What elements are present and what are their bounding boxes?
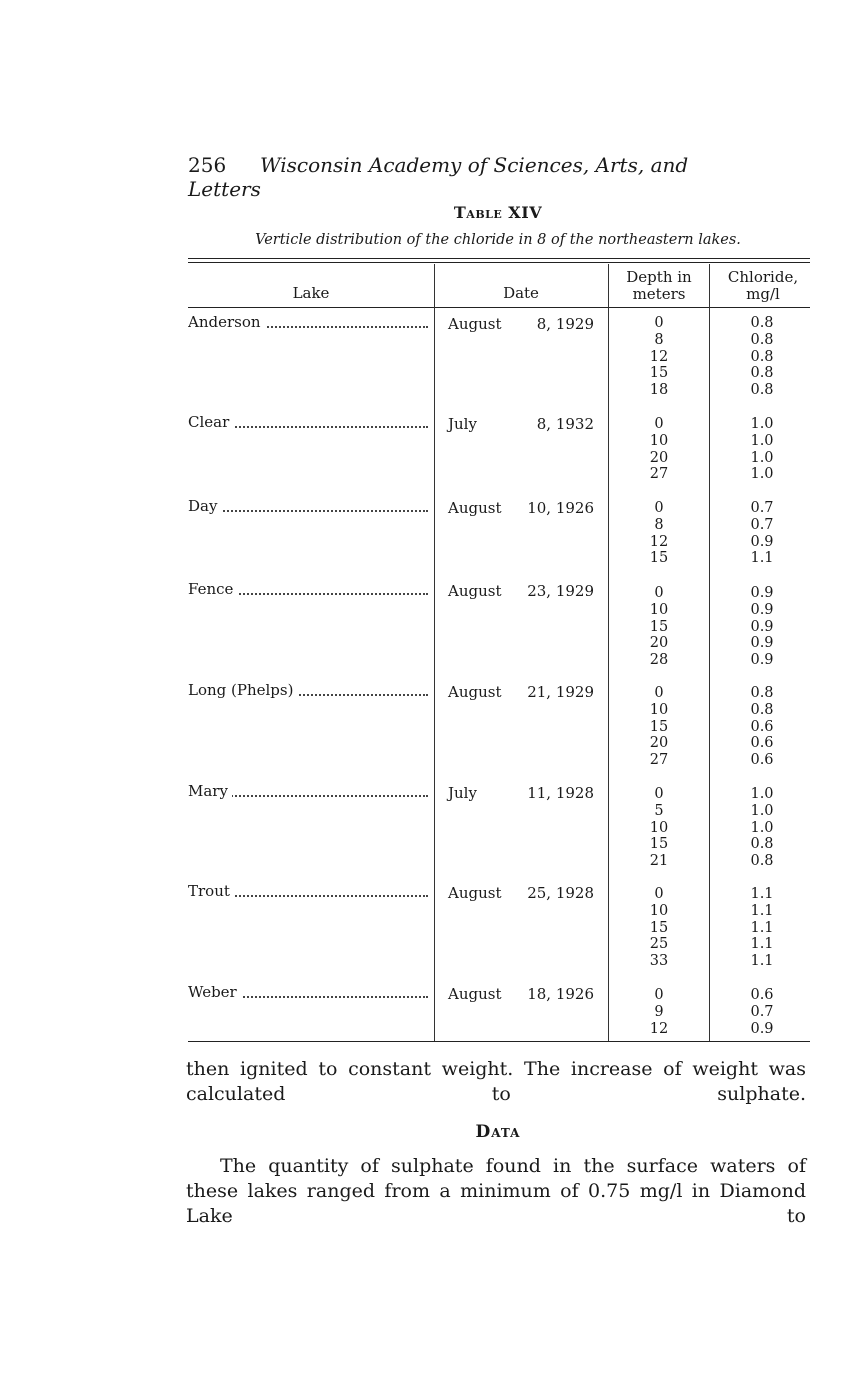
chloride-values: 0.7 0.7 0.9 1.1 [750,500,774,567]
lake-name: Weber [188,984,241,1001]
depth-values: 0 8 12 15 [649,500,669,567]
date-month: August [448,582,502,600]
date-month: August [448,499,502,517]
date-day-year: 23, 1929 [527,582,594,600]
chloride-values: 0.8 0.8 0.6 0.6 0.6 [750,685,774,769]
chloride-values: 0.8 0.8 0.8 0.8 0.8 [750,315,774,399]
section-heading: Data [475,1122,521,1142]
chloride-values: 0.9 0.9 0.9 0.9 0.9 [750,585,774,669]
table-top-rule [188,258,810,263]
table-row-lake [188,984,428,1001]
column-divider [709,264,710,1041]
column-divider [434,264,435,1041]
leader-dots [188,510,428,512]
table-row-lake [188,581,428,598]
date-day-year: 11, 1928 [527,784,594,802]
date-month: August [448,884,502,902]
header-rule [188,307,810,308]
column-header-lake: Lake [292,284,330,302]
column-header-depth: Depth in meters [626,268,692,303]
lake-name: Anderson [188,314,265,331]
date-day-year: 25, 1928 [527,884,594,902]
date-day-year: 21, 1929 [527,683,594,701]
column-header-chloride: Chloride, mg/l [727,268,799,303]
chloride-values: 0.6 0.7 0.9 [750,987,774,1037]
chloride-values: 1.1 1.1 1.1 1.1 1.1 [750,886,774,970]
lake-name: Day [188,498,221,515]
chloride-values: 1.0 1.0 1.0 0.8 0.8 [750,786,774,870]
date-month: July [448,784,477,802]
table-title: Table XIV [453,203,543,222]
table-row-lake [188,314,428,331]
column-header-date: Date [503,284,539,302]
date-day-year: 18, 1926 [527,985,594,1003]
depth-values: 0 9 12 [649,987,669,1037]
table-row-lake [188,883,428,900]
date-month: July [448,415,477,433]
date-month: August [448,683,502,701]
column-divider [608,264,609,1041]
date-month: August [448,315,502,333]
depth-values: 0 5 10 15 21 [649,786,669,870]
depth-values: 0 10 15 20 27 [649,685,669,769]
date-month: August [448,985,502,1003]
table-caption: Verticle distribution of the chloride in 8 of the northeastern lakes. [255,232,741,248]
chloride-values: 1.0 1.0 1.0 1.0 [750,416,774,483]
depth-values: 0 10 15 25 33 [649,886,669,970]
date-day-year: 8, 1932 [536,415,594,433]
lake-name: Trout [188,883,234,900]
date-day-year: 8, 1929 [536,315,594,333]
table-row-lake [188,783,428,800]
table-bottom-rule [188,1041,810,1042]
body-paragraph: then ignited to constant weight. The increase of weight was calculated to sulphate. [186,1058,806,1105]
lake-name: Long (Phelps) [188,682,297,699]
lake-name: Mary [188,783,232,800]
depth-values: 0 8 12 15 18 [649,315,669,399]
depth-values: 0 10 20 27 [649,416,669,483]
journal-title: Wisconsin Academy of Sciences, Arts, and Letters [188,153,689,201]
body-paragraph: The quantity of sulphate found in the surface waters of these lakes ranged from a minimum of 0.75 mg/l in Diamond Lake to [186,1155,806,1227]
table-row-lake [188,682,428,699]
lake-name: Clear [188,414,233,431]
table-row-lake [188,414,428,431]
depth-values: 0 10 15 20 28 [649,585,669,669]
table-row-lake [188,498,428,515]
running-header [188,153,748,201]
date-day-year: 10, 1926 [527,499,594,517]
lake-name: Fence [188,581,237,598]
page-number: 256 [188,153,227,177]
